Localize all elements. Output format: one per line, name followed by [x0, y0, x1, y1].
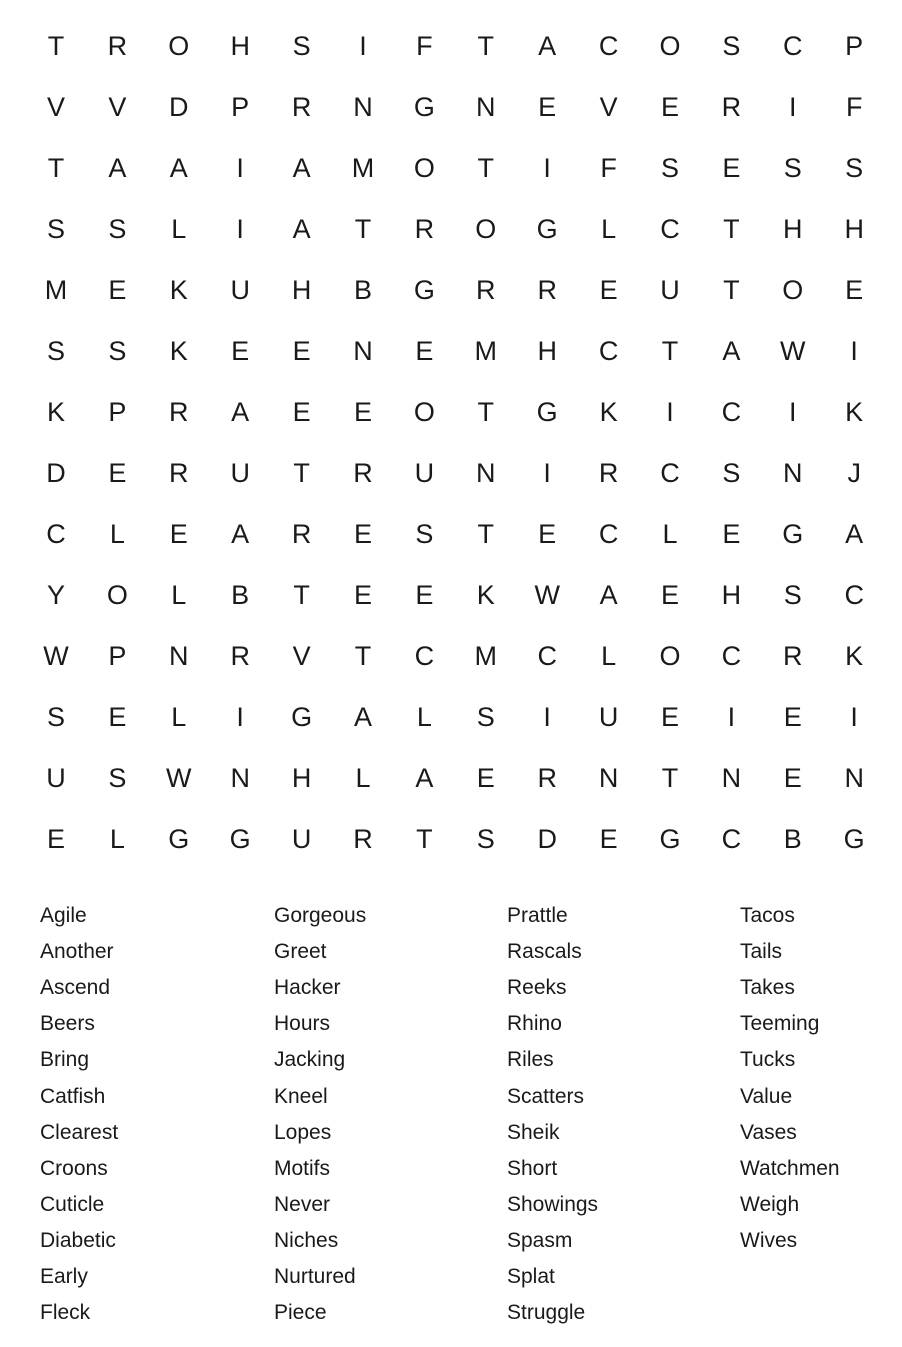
grid-cell[interactable]: E — [353, 396, 372, 427]
word-list-item: Beers — [40, 1012, 95, 1036]
grid-cell[interactable]: O — [413, 152, 435, 183]
grid-cell[interactable]: R — [721, 91, 742, 122]
grid-cell[interactable]: F — [600, 152, 617, 183]
grid-cell[interactable]: L — [601, 213, 617, 244]
grid-cell[interactable]: A — [722, 335, 741, 366]
grid-cell[interactable]: T — [477, 518, 495, 549]
grid-cell[interactable]: G — [229, 823, 251, 854]
grid-cell[interactable]: I — [236, 213, 244, 244]
grid-cell[interactable]: N — [353, 335, 373, 366]
grid-cell[interactable]: S — [415, 518, 434, 549]
grid-cell[interactable]: E — [783, 701, 802, 732]
grid-cell[interactable]: M — [474, 640, 498, 671]
grid-cell[interactable]: F — [845, 91, 863, 122]
word-list-item: Kneel — [274, 1084, 328, 1108]
grid-cell[interactable]: S — [722, 457, 741, 488]
grid-cell[interactable]: L — [171, 701, 187, 732]
word-list-item: Short — [507, 1156, 558, 1180]
grid-cell[interactable]: L — [601, 640, 617, 671]
grid-cell[interactable]: C — [721, 396, 742, 427]
grid-cell[interactable]: P — [231, 91, 250, 122]
grid-cell[interactable]: E — [660, 701, 679, 732]
grid-cell[interactable]: B — [231, 579, 250, 610]
grid-cell[interactable]: A — [231, 396, 250, 427]
grid-cell[interactable]: M — [351, 152, 375, 183]
grid-cell[interactable]: I — [543, 457, 551, 488]
grid-cell[interactable]: J — [847, 457, 861, 488]
grid-cell[interactable]: A — [415, 762, 434, 793]
grid-cell[interactable]: R — [291, 518, 312, 549]
grid-cell[interactable]: N — [721, 762, 742, 793]
grid-cell[interactable]: T — [354, 213, 372, 244]
grid-cell[interactable]: C — [598, 335, 619, 366]
grid-cell[interactable]: O — [659, 640, 681, 671]
word-list-item: Showings — [507, 1192, 599, 1216]
word-list-item: Weigh — [740, 1192, 800, 1216]
grid-cell[interactable]: U — [414, 457, 435, 488]
grid-cell[interactable]: L — [109, 518, 125, 549]
grid-cell[interactable]: K — [845, 640, 864, 671]
grid-cell[interactable]: L — [109, 823, 125, 854]
grid-cell[interactable]: D — [537, 823, 557, 854]
grid-cell[interactable]: S — [476, 701, 495, 732]
grid-cell[interactable]: H — [721, 579, 742, 610]
grid-cell[interactable]: U — [230, 274, 250, 305]
grid-cell[interactable]: O — [782, 274, 804, 305]
grid-cell[interactable]: T — [354, 640, 372, 671]
grid-cell[interactable]: E — [845, 274, 864, 305]
word-list-item: Wives — [740, 1228, 798, 1252]
word-list-item: Croons — [40, 1156, 108, 1180]
grid-cell[interactable]: C — [660, 213, 680, 244]
grid-cell[interactable]: E — [108, 457, 127, 488]
grid-cell[interactable]: I — [850, 335, 858, 366]
grid-cell[interactable]: H — [291, 274, 312, 305]
word-list-item: Teeming — [740, 1012, 820, 1036]
grid-cell[interactable]: A — [599, 579, 618, 610]
grid-cell[interactable]: W — [780, 335, 806, 366]
grid-cell[interactable]: M — [474, 335, 498, 366]
grid-cell[interactable]: Y — [46, 579, 65, 610]
grid-cell[interactable]: I — [236, 701, 244, 732]
grid-cell[interactable]: N — [476, 457, 496, 488]
word-list-item: Never — [274, 1192, 331, 1216]
grid-cell[interactable]: E — [231, 335, 250, 366]
word-list-item: Splat — [507, 1265, 555, 1288]
word-list-item: Scatters — [507, 1084, 585, 1108]
grid-cell[interactable]: K — [845, 396, 864, 427]
grid-cell[interactable]: L — [355, 762, 371, 793]
grid-cell[interactable]: C — [721, 640, 742, 671]
grid-cell[interactable]: S — [660, 152, 679, 183]
grid-cell[interactable]: H — [783, 213, 803, 244]
grid-cell[interactable]: G — [291, 701, 313, 732]
word-list-item: Another — [40, 940, 114, 964]
word-list-item: Fleck — [40, 1301, 91, 1325]
grid-cell[interactable]: R — [537, 762, 557, 793]
grid-cell[interactable]: A — [108, 152, 127, 183]
grid-cell[interactable]: K — [476, 579, 495, 610]
grid-cell[interactable]: H — [844, 213, 864, 244]
word-list-item: Tails — [740, 940, 783, 964]
grid-cell[interactable]: N — [598, 762, 619, 793]
grid-cell[interactable]: T — [47, 152, 65, 183]
word-list-item: Cuticle — [40, 1192, 105, 1216]
grid-cell[interactable]: U — [291, 823, 312, 854]
word-list-item: Value — [740, 1084, 793, 1108]
word-list-item: Niches — [274, 1228, 339, 1252]
word-list-item: Agile — [40, 904, 87, 927]
grid-cell[interactable]: E — [292, 396, 311, 427]
word-list-item: Jacking — [274, 1048, 346, 1072]
grid-cell[interactable]: S — [783, 579, 802, 610]
grid-cell[interactable]: L — [416, 701, 432, 732]
word-list-item: Takes — [740, 976, 795, 1000]
grid-cell[interactable]: A — [169, 152, 188, 183]
word-list-item: Riles — [507, 1048, 554, 1072]
grid-cell[interactable]: K — [169, 335, 188, 366]
grid-cell[interactable]: S — [722, 30, 741, 61]
grid-cell[interactable]: R — [598, 457, 619, 488]
grid-cell[interactable]: E — [599, 274, 618, 305]
grid-cell[interactable]: C — [783, 30, 803, 61]
grid-cell[interactable]: C — [844, 579, 864, 610]
grid-cell[interactable]: V — [292, 640, 311, 671]
grid-cell[interactable]: W — [534, 579, 560, 610]
grid-cell[interactable]: W — [43, 640, 69, 671]
grid-cell[interactable]: F — [416, 30, 433, 61]
grid-cell[interactable]: T — [723, 213, 740, 244]
grid-cell[interactable]: E — [292, 335, 311, 366]
word-list-item: Prattle — [507, 904, 568, 927]
grid-cell[interactable]: B — [353, 274, 372, 305]
word-list-item: Hacker — [274, 976, 341, 1000]
grid-cell[interactable]: S — [108, 335, 127, 366]
grid-cell[interactable]: O — [106, 579, 128, 610]
grid-cell[interactable]: O — [659, 30, 681, 61]
grid-cell[interactable]: E — [722, 152, 741, 183]
grid-cell[interactable]: S — [845, 152, 864, 183]
word-list-item: Vases — [740, 1120, 797, 1144]
grid-cell[interactable]: L — [171, 579, 187, 610]
grid-cell[interactable]: E — [660, 91, 679, 122]
grid-cell[interactable]: S — [46, 701, 65, 732]
grid-cell[interactable]: N — [353, 91, 373, 122]
grid-cell[interactable]: R — [353, 457, 373, 488]
grid-cell[interactable]: N — [169, 640, 189, 671]
grid-cell[interactable]: G — [843, 823, 865, 854]
word-list-item: Struggle — [507, 1301, 586, 1325]
grid-cell[interactable]: N — [783, 457, 803, 488]
grid-cell[interactable]: E — [660, 579, 679, 610]
grid-cell[interactable]: L — [662, 518, 678, 549]
grid-cell[interactable]: O — [168, 30, 190, 61]
grid-cell[interactable]: A — [538, 30, 557, 61]
grid-cell[interactable]: E — [722, 518, 741, 549]
grid-cell[interactable]: I — [789, 396, 797, 427]
grid-cell[interactable]: S — [783, 152, 802, 183]
grid-cell[interactable]: I — [543, 152, 551, 183]
grid-cell[interactable]: C — [46, 518, 66, 549]
grid-cell[interactable]: V — [46, 91, 65, 122]
word-list-item: Diabetic — [40, 1228, 116, 1252]
word-list-item: Reeks — [507, 976, 567, 1000]
grid-cell[interactable]: A — [292, 213, 311, 244]
grid-cell[interactable]: I — [236, 152, 244, 183]
grid-cell[interactable]: T — [661, 762, 679, 793]
word-list-item: Motifs — [274, 1156, 331, 1180]
grid-cell[interactable]: E — [46, 823, 65, 854]
grid-cell[interactable]: T — [477, 30, 495, 61]
grid-cell[interactable]: A — [292, 152, 311, 183]
grid-cell[interactable]: V — [599, 91, 618, 122]
grid-cell[interactable]: R — [169, 396, 189, 427]
grid-cell[interactable]: T — [661, 335, 679, 366]
grid-cell[interactable]: U — [230, 457, 250, 488]
grid-cell[interactable]: E — [476, 762, 495, 793]
grid-cell[interactable]: U — [598, 701, 619, 732]
grid-cell[interactable]: O — [475, 213, 497, 244]
word-list-item: Greet — [274, 940, 327, 964]
grid-cell[interactable]: E — [538, 518, 557, 549]
grid-cell[interactable]: E — [415, 579, 434, 610]
grid-cell[interactable]: D — [169, 91, 189, 122]
grid-cell[interactable]: C — [598, 30, 619, 61]
grid-cell[interactable]: E — [353, 518, 372, 549]
word-list-item: Lopes — [274, 1120, 332, 1144]
word-list-item: Tacos — [740, 904, 795, 927]
grid-cell[interactable]: C — [660, 457, 680, 488]
grid-cell[interactable]: O — [413, 396, 435, 427]
word-list-item: Bring — [40, 1048, 90, 1072]
grid-cell[interactable]: G — [536, 396, 558, 427]
grid-cell[interactable]: H — [291, 762, 312, 793]
grid-cell[interactable]: E — [783, 762, 802, 793]
word-list-item: Tucks — [740, 1048, 796, 1072]
grid-cell[interactable]: S — [476, 823, 495, 854]
grid-cell[interactable]: R — [107, 30, 128, 61]
grid-cell[interactable]: I — [850, 701, 858, 732]
grid-cell[interactable]: C — [598, 518, 619, 549]
grid-cell[interactable]: E — [538, 91, 557, 122]
grid-cell[interactable]: R — [230, 640, 250, 671]
grid-cell[interactable]: K — [169, 274, 188, 305]
grid-cell[interactable]: H — [537, 335, 557, 366]
grid-cell[interactable]: A — [231, 518, 250, 549]
grid-cell[interactable]: I — [727, 701, 736, 732]
grid-cell[interactable]: R — [783, 640, 803, 671]
grid-cell[interactable]: E — [599, 823, 618, 854]
grid-cell[interactable]: G — [413, 274, 435, 305]
word-list-item: Ascend — [40, 976, 111, 1000]
grid-cell[interactable]: R — [476, 274, 496, 305]
word-list-item: Hours — [274, 1012, 331, 1036]
word-list-item: Watchmen — [740, 1156, 840, 1180]
grid-cell[interactable]: C — [537, 640, 557, 671]
word-list-item: Piece — [274, 1301, 327, 1325]
grid-cell[interactable]: I — [789, 91, 797, 122]
grid-cell[interactable]: U — [660, 274, 680, 305]
grid-cell[interactable]: R — [414, 213, 435, 244]
grid-cell[interactable]: P — [845, 30, 864, 61]
grid-cell[interactable]: R — [169, 457, 189, 488]
grid-cell[interactable]: G — [782, 518, 804, 549]
grid-cell[interactable]: C — [414, 640, 435, 671]
grid-cell[interactable]: T — [477, 152, 495, 183]
grid-cell[interactable]: B — [783, 823, 802, 854]
word-list-item: Early — [40, 1265, 88, 1288]
grid-cell[interactable]: V — [108, 91, 127, 122]
word-list-item: Catfish — [40, 1084, 106, 1108]
grid-cell[interactable]: T — [477, 396, 495, 427]
grid-cell[interactable]: R — [537, 274, 557, 305]
grid-cell[interactable]: K — [46, 396, 65, 427]
grid-cell[interactable]: T — [293, 457, 310, 488]
grid-cell[interactable]: H — [230, 30, 250, 61]
word-list-item: Rascals — [507, 940, 582, 964]
grid-cell[interactable]: P — [108, 396, 127, 427]
grid-cell[interactable]: T — [47, 30, 65, 61]
grid-cell[interactable]: L — [171, 213, 187, 244]
grid-cell[interactable]: N — [476, 91, 496, 122]
grid-cell[interactable]: T — [723, 274, 740, 305]
grid-cell[interactable]: P — [108, 640, 127, 671]
grid-cell[interactable]: S — [292, 30, 311, 61]
grid-cell[interactable]: R — [291, 91, 312, 122]
grid-cell[interactable]: S — [46, 335, 65, 366]
grid-cell[interactable]: U — [46, 762, 66, 793]
grid-cell[interactable]: I — [666, 396, 674, 427]
grid-cell[interactable]: C — [721, 823, 742, 854]
word-list-item: Sheik — [507, 1120, 560, 1144]
grid-cell[interactable]: S — [46, 213, 65, 244]
grid-cell[interactable]: E — [415, 335, 434, 366]
grid-cell[interactable]: N — [844, 762, 864, 793]
word-list-item: Gorgeous — [274, 904, 367, 927]
grid-cell[interactable]: S — [108, 213, 127, 244]
word-list-item: Rhino — [507, 1012, 562, 1036]
grid-cell[interactable]: A — [845, 518, 864, 549]
grid-cell[interactable]: W — [166, 762, 192, 793]
grid-cell[interactable]: I — [359, 30, 367, 61]
grid-cell[interactable]: G — [659, 823, 681, 854]
grid-cell[interactable]: E — [108, 701, 127, 732]
grid-cell[interactable]: T — [416, 823, 433, 854]
grid-cell[interactable]: R — [353, 823, 373, 854]
grid-cell[interactable]: A — [353, 701, 372, 732]
grid-cell[interactable]: I — [543, 701, 551, 732]
grid-cell[interactable]: G — [536, 213, 558, 244]
grid-cell[interactable]: T — [293, 579, 310, 610]
word-list-item: Spasm — [507, 1228, 573, 1252]
grid-cell[interactable]: E — [108, 274, 127, 305]
grid-cell[interactable]: S — [108, 762, 127, 793]
grid-cell[interactable]: G — [413, 91, 435, 122]
grid-cell[interactable]: M — [44, 274, 68, 305]
grid-cell[interactable]: N — [230, 762, 250, 793]
grid-cell[interactable]: K — [599, 396, 618, 427]
grid-cell[interactable]: D — [46, 457, 66, 488]
grid-cell[interactable]: E — [353, 579, 372, 610]
grid-cell[interactable]: G — [168, 823, 190, 854]
word-list-item: Clearest — [40, 1120, 119, 1144]
word-list-item: Nurtured — [274, 1265, 356, 1288]
grid-cell[interactable]: E — [169, 518, 188, 549]
